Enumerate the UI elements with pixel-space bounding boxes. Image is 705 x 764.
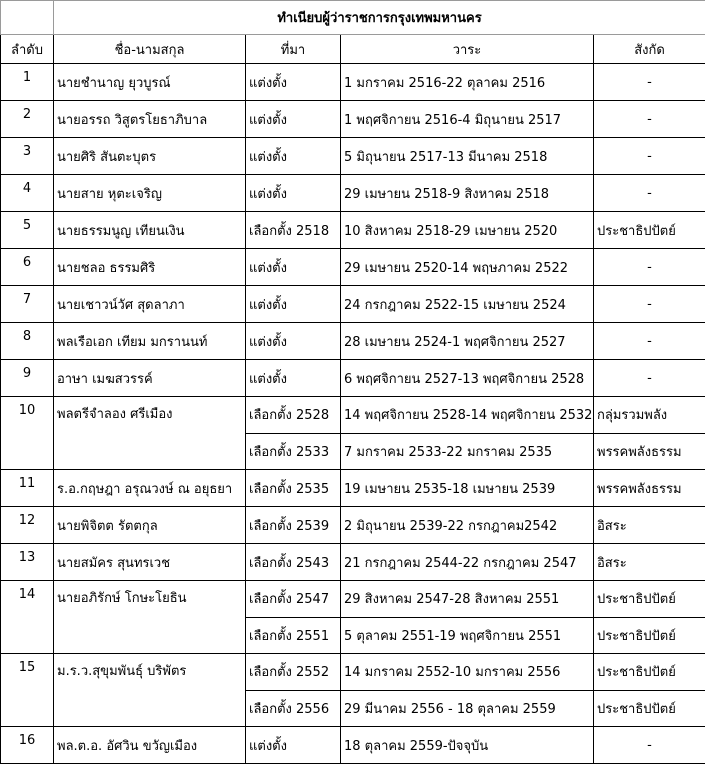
cell-origin: แต่งตั้ง — [246, 727, 341, 764]
cell-no: 13 — [1, 544, 54, 581]
cell-party: - — [594, 727, 705, 764]
cell-term: 5 ตุลาคม 2551-19 พฤศจิกายน 2551 — [341, 617, 594, 654]
cell-term: 14 พฤศจิกายน 2528-14 พฤศจิกายน 2532 — [341, 397, 594, 434]
table-row — [1, 507, 705, 544]
cell-name: นายชลอ ธรรมศิริ — [54, 249, 246, 286]
cell-party: อิสระ — [594, 544, 705, 581]
cell-origin: เลือกตั้ง 2552 — [246, 654, 341, 691]
table-row — [1, 544, 705, 581]
table-title: ทำเนียบผู้ว่าราชการกรุงเทพมหานคร — [54, 1, 705, 35]
cell-no: 5 — [1, 212, 54, 249]
cell-origin: แต่งตั้ง — [246, 64, 341, 101]
cell-name — [54, 617, 246, 654]
cell-term: 29 มีนาคม 2556 - 18 ตุลาคม 2559 — [341, 690, 594, 727]
cell-no — [1, 690, 54, 727]
table-row — [1, 360, 705, 397]
cell-name: ร.อ.กฤษฎา อรุณวงษ์ ณ อยุธยา — [54, 470, 246, 507]
cell-name: นายเชาวน์วัศ สุดลาภา — [54, 286, 246, 323]
cell-term: 14 มกราคม 2552-10 มกราคม 2556 — [341, 654, 594, 691]
cell-name: นายธรรมนูญ เทียนเงิน — [54, 212, 246, 249]
cell-origin: เลือกตั้ง 2543 — [246, 544, 341, 581]
cell-no: 7 — [1, 286, 54, 323]
header-party: สังกัด — [594, 35, 705, 64]
cell-name: นายชำนาญ ยุวบูรณ์ — [54, 64, 246, 101]
cell-no: 2 — [1, 101, 54, 138]
cell-name: นายอภิรักษ์ โกษะโยธิน — [54, 581, 246, 618]
cell-no: 12 — [1, 507, 54, 544]
cell-term: 28 เมษายน 2524-1 พฤศจิกายน 2527 — [341, 323, 594, 360]
cell-name: นายสาย หุตะเจริญ — [54, 175, 246, 212]
cell-term: 18 ตุลาคม 2559-ปัจจุบัน — [341, 727, 594, 764]
cell-no: 11 — [1, 470, 54, 507]
cell-no: 10 — [1, 397, 54, 434]
table-row — [1, 286, 705, 323]
cell-party: - — [594, 64, 705, 101]
cell-party: อิสระ — [594, 507, 705, 544]
cell-origin: เลือกตั้ง 2535 — [246, 470, 341, 507]
cell-party: ประชาธิปปัตย์ — [594, 654, 705, 691]
cell-term: 21 กรกฎาคม 2544-22 กรกฎาคม 2547 — [341, 544, 594, 581]
cell-origin: แต่งตั้ง — [246, 101, 341, 138]
cell-party: พรรคพลังธรรม — [594, 470, 705, 507]
table-row — [1, 175, 705, 212]
cell-no: 1 — [1, 64, 54, 101]
header-row — [1, 35, 705, 64]
table-row — [1, 397, 705, 434]
cell-party: ประชาธิปปัตย์ — [594, 690, 705, 727]
cell-name: ม.ร.ว.สุขุมพันธุ์ บริพัตร — [54, 654, 246, 691]
cell-term: 6 พฤศจิกายน 2527-13 พฤศจิกายน 2528 — [341, 360, 594, 397]
cell-no: 6 — [1, 249, 54, 286]
cell-name: นายศิริ สันตะบุตร — [54, 138, 246, 175]
title-row — [1, 1, 705, 35]
table-row — [1, 249, 705, 286]
cell-term: 7 มกราคม 2533-22 มกราคม 2535 — [341, 433, 594, 470]
corner-cell — [1, 1, 54, 35]
header-origin: ที่มา — [246, 35, 341, 64]
cell-origin: เลือกตั้ง 2556 — [246, 690, 341, 727]
cell-origin: เลือกตั้ง 2547 — [246, 581, 341, 618]
cell-term: 1 พฤศจิกายน 2516-4 มิถุนายน 2517 — [341, 101, 594, 138]
table-row — [1, 64, 705, 101]
cell-term: 29 เมษายน 2518-9 สิงหาคม 2518 — [341, 175, 594, 212]
cell-term: 5 มิถุนายน 2517-13 มีนาคม 2518 — [341, 138, 594, 175]
cell-name: นายสมัคร สุนทรเวช — [54, 544, 246, 581]
table-row — [1, 581, 705, 618]
cell-origin: แต่งตั้ง — [246, 249, 341, 286]
cell-party: กลุ่มรวมพลัง — [594, 397, 705, 434]
cell-party: - — [594, 249, 705, 286]
cell-term: 19 เมษายน 2535-18 เมษายน 2539 — [341, 470, 594, 507]
cell-no: 14 — [1, 581, 54, 618]
cell-party: - — [594, 138, 705, 175]
cell-no — [1, 617, 54, 654]
cell-origin: แต่งตั้ง — [246, 323, 341, 360]
cell-no: 8 — [1, 323, 54, 360]
table-body — [1, 64, 705, 764]
cell-party: - — [594, 101, 705, 138]
cell-origin: เลือกตั้ง 2551 — [246, 617, 341, 654]
cell-term: 29 สิงหาคม 2547-28 สิงหาคม 2551 — [341, 581, 594, 618]
cell-term: 1 มกราคม 2516-22 ตุลาคม 2516 — [341, 64, 594, 101]
table-row — [1, 727, 705, 764]
cell-term: 24 กรกฎาคม 2522-15 เมษายน 2524 — [341, 286, 594, 323]
cell-origin: แต่งตั้ง — [246, 286, 341, 323]
cell-origin: เลือกตั้ง 2518 — [246, 212, 341, 249]
cell-name: นายพิจิตต รัตตกุล — [54, 507, 246, 544]
table-row — [1, 433, 705, 470]
header-name: ชื่อ-นามสกุล — [54, 35, 246, 64]
cell-party: พรรคพลังธรรม — [594, 433, 705, 470]
header-no: ลำดับ — [1, 35, 54, 64]
cell-no — [1, 433, 54, 470]
table-row — [1, 470, 705, 507]
cell-party: ประชาธิปปัตย์ — [594, 617, 705, 654]
cell-origin: แต่งตั้ง — [246, 138, 341, 175]
cell-name: พลตรีจำลอง ศรีเมือง — [54, 397, 246, 434]
cell-origin: เลือกตั้ง 2539 — [246, 507, 341, 544]
cell-name: พลเรือเอก เทียม มกรานนท์ — [54, 323, 246, 360]
cell-party: ประชาธิปปัตย์ — [594, 581, 705, 618]
cell-party: - — [594, 286, 705, 323]
cell-no: 3 — [1, 138, 54, 175]
cell-origin: แต่งตั้ง — [246, 175, 341, 212]
cell-origin: เลือกตั้ง 2528 — [246, 397, 341, 434]
cell-name: นายอรรถ วิสูตรโยธาภิบาล — [54, 101, 246, 138]
cell-origin: เลือกตั้ง 2533 — [246, 433, 341, 470]
table-row — [1, 654, 705, 691]
cell-no: 15 — [1, 654, 54, 691]
table-row — [1, 212, 705, 249]
cell-party: - — [594, 360, 705, 397]
cell-no: 4 — [1, 175, 54, 212]
cell-party: - — [594, 323, 705, 360]
cell-term: 29 เมษายน 2520-14 พฤษภาคม 2522 — [341, 249, 594, 286]
table-row — [1, 101, 705, 138]
table-row — [1, 138, 705, 175]
header-term: วาระ — [341, 35, 594, 64]
table-row — [1, 690, 705, 727]
cell-party: ประชาธิปปัตย์ — [594, 212, 705, 249]
table-row — [1, 617, 705, 654]
cell-term: 10 สิงหาคม 2518-29 เมษายน 2520 — [341, 212, 594, 249]
cell-name — [54, 433, 246, 470]
cell-party: - — [594, 175, 705, 212]
cell-no: 9 — [1, 360, 54, 397]
cell-term: 2 มิถุนายน 2539-22 กรกฎาคม2542 — [341, 507, 594, 544]
cell-name — [54, 690, 246, 727]
cell-no: 16 — [1, 727, 54, 764]
cell-origin: แต่งตั้ง — [246, 360, 341, 397]
cell-name: อาษา เมฆสวรรค์ — [54, 360, 246, 397]
cell-name: พล.ต.อ. อัศวิน ขวัญเมือง — [54, 727, 246, 764]
table-row — [1, 323, 705, 360]
